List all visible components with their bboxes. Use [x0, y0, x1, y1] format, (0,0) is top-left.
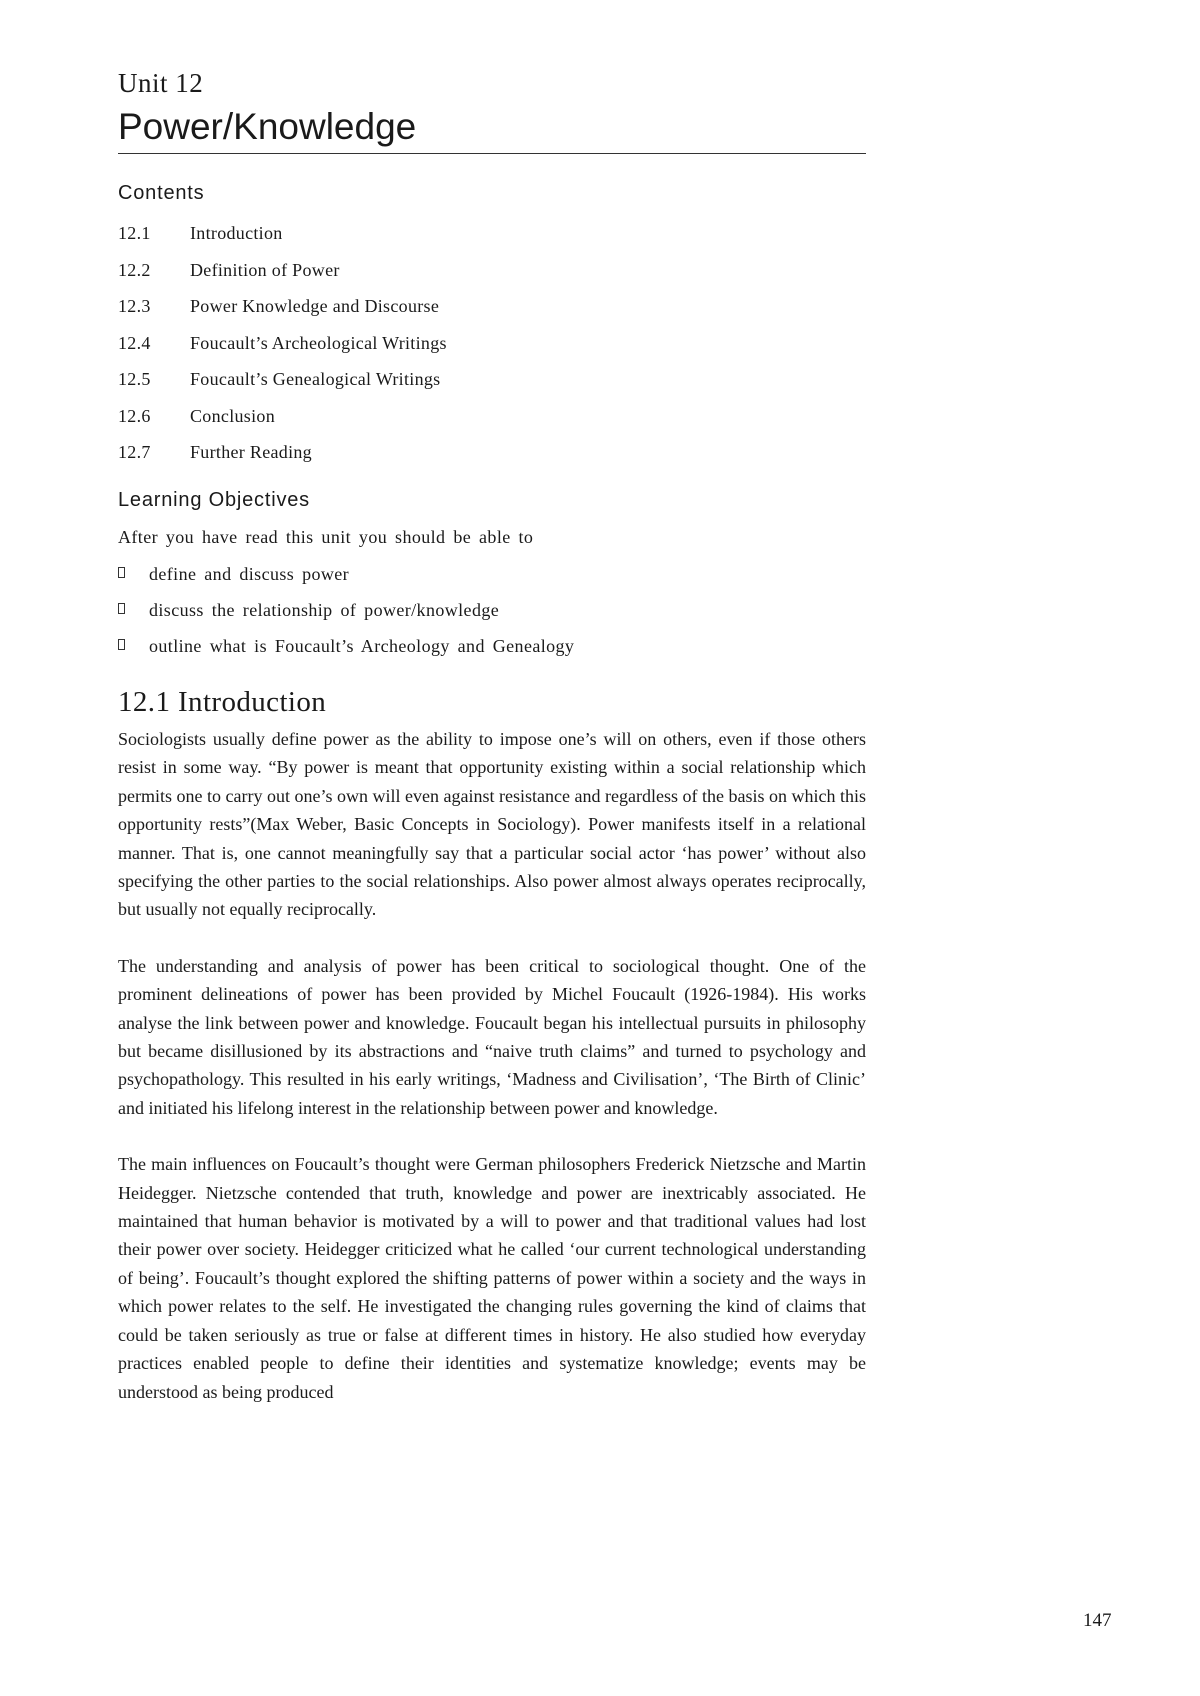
paragraph: The understanding and analysis of power has been critical to sociological thought. One of the prominent delineations of power has been provided by Michel Foucault (1926-1984). His works analyse the link between power and knowledge. Foucault began his intellectual pursuits in philosophy but became disillusioned by its abstractions and “naive truth claims” and turned to psychology and psychopathology. This resulted in his early writings, ‘Madness and Civilisation’, ‘The Birth of Clinic’ and initiated his lifelong interest in the relationship between power and knowledge. [118, 955, 866, 1118]
toc-item [118, 252, 866, 289]
toc-label: Power Knowledge and Discourse [190, 296, 440, 317]
square-bullet-icon [118, 639, 125, 650]
unit-label: Unit 12 [118, 68, 204, 98]
square-bullet-icon [118, 603, 125, 614]
toc-number: 12.5 [118, 369, 151, 390]
toc-label: Further Reading [190, 442, 312, 463]
toc-item [118, 361, 866, 398]
toc-label: Definition of Power [190, 259, 340, 280]
toc-label: Foucault’s Archeological Writings [190, 332, 447, 353]
table-of-contents [118, 215, 866, 471]
toc-label: Foucault’s Genealogical Writings [190, 369, 441, 390]
square-bullet-icon [118, 567, 125, 578]
page-number: 147 [1083, 1610, 1112, 1631]
page-content [118, 66, 866, 1434]
toc-item [118, 215, 866, 252]
unit-title: Power/Knowledge [118, 105, 866, 154]
list-item [118, 628, 866, 664]
toc-number: 12.1 [118, 223, 151, 244]
toc-label: Introduction [190, 223, 283, 244]
toc-label: Conclusion [190, 405, 276, 426]
toc-number: 12.4 [118, 332, 151, 353]
toc-number: 12.2 [118, 259, 151, 280]
paragraph: The main influences on Foucault’s thought were German philosophers Frederick Nietzsche and Martin Heidegger. Nietzsche contended that truth, knowledge and power are inextricably associated. He maintained that human behavior is motivated by a will to power and that traditional values had lost their power over society. Heidegger criticized what he called ‘our current technological understanding of being’. Foucault’s thought explored the shifting patterns of power within a society and the ways in which power relates to the self. He investigated the changing rules governing the kind of claims that could be taken seriously as true or false at different times in history. He also studied how everyday practices enabled people to define their identities and systematize knowledge; events may be understood as being produced [118, 1154, 866, 1402]
objective-text: outline what is Foucault’s Archeology and Genealogy [149, 635, 575, 656]
toc-item [118, 434, 866, 471]
learning-objectives-heading: Learning Objectives [118, 488, 310, 511]
toc-number: 12.3 [118, 296, 151, 317]
list-item [118, 592, 866, 628]
toc-item [118, 325, 866, 362]
toc-number: 12.6 [118, 405, 151, 426]
toc-number: 12.7 [118, 442, 151, 463]
list-item [118, 556, 866, 592]
objectives-intro: After you have read this unit you should be able to [118, 526, 534, 547]
objective-text: discuss the relationship of power/knowledge [149, 599, 500, 620]
section-title: 12.1 Introduction [118, 685, 327, 718]
objectives-list [118, 556, 866, 664]
toc-item [118, 398, 866, 435]
objective-text: define and discuss power [149, 563, 350, 584]
toc-item [118, 288, 866, 325]
contents-heading: Contents [118, 182, 205, 205]
paragraph: Sociologists usually define power as the ability to impose one’s will on others, even if those others resist in some way. “By power is meant that opportunity existing within a social relationship which permits one to carry out one’s own will even against resistance and regardless of the basis on which this opportunity rests”(Max Weber, Basic Concepts in Sociology). Power manifests itself in a relational manner. That is, one cannot meaningfully say that a particular social actor ‘has power’ without also specifying the other parties to the social relationships. Also power almost always operates reciprocally, but usually not equally reciprocally. [118, 728, 866, 920]
section-body [118, 725, 866, 1406]
